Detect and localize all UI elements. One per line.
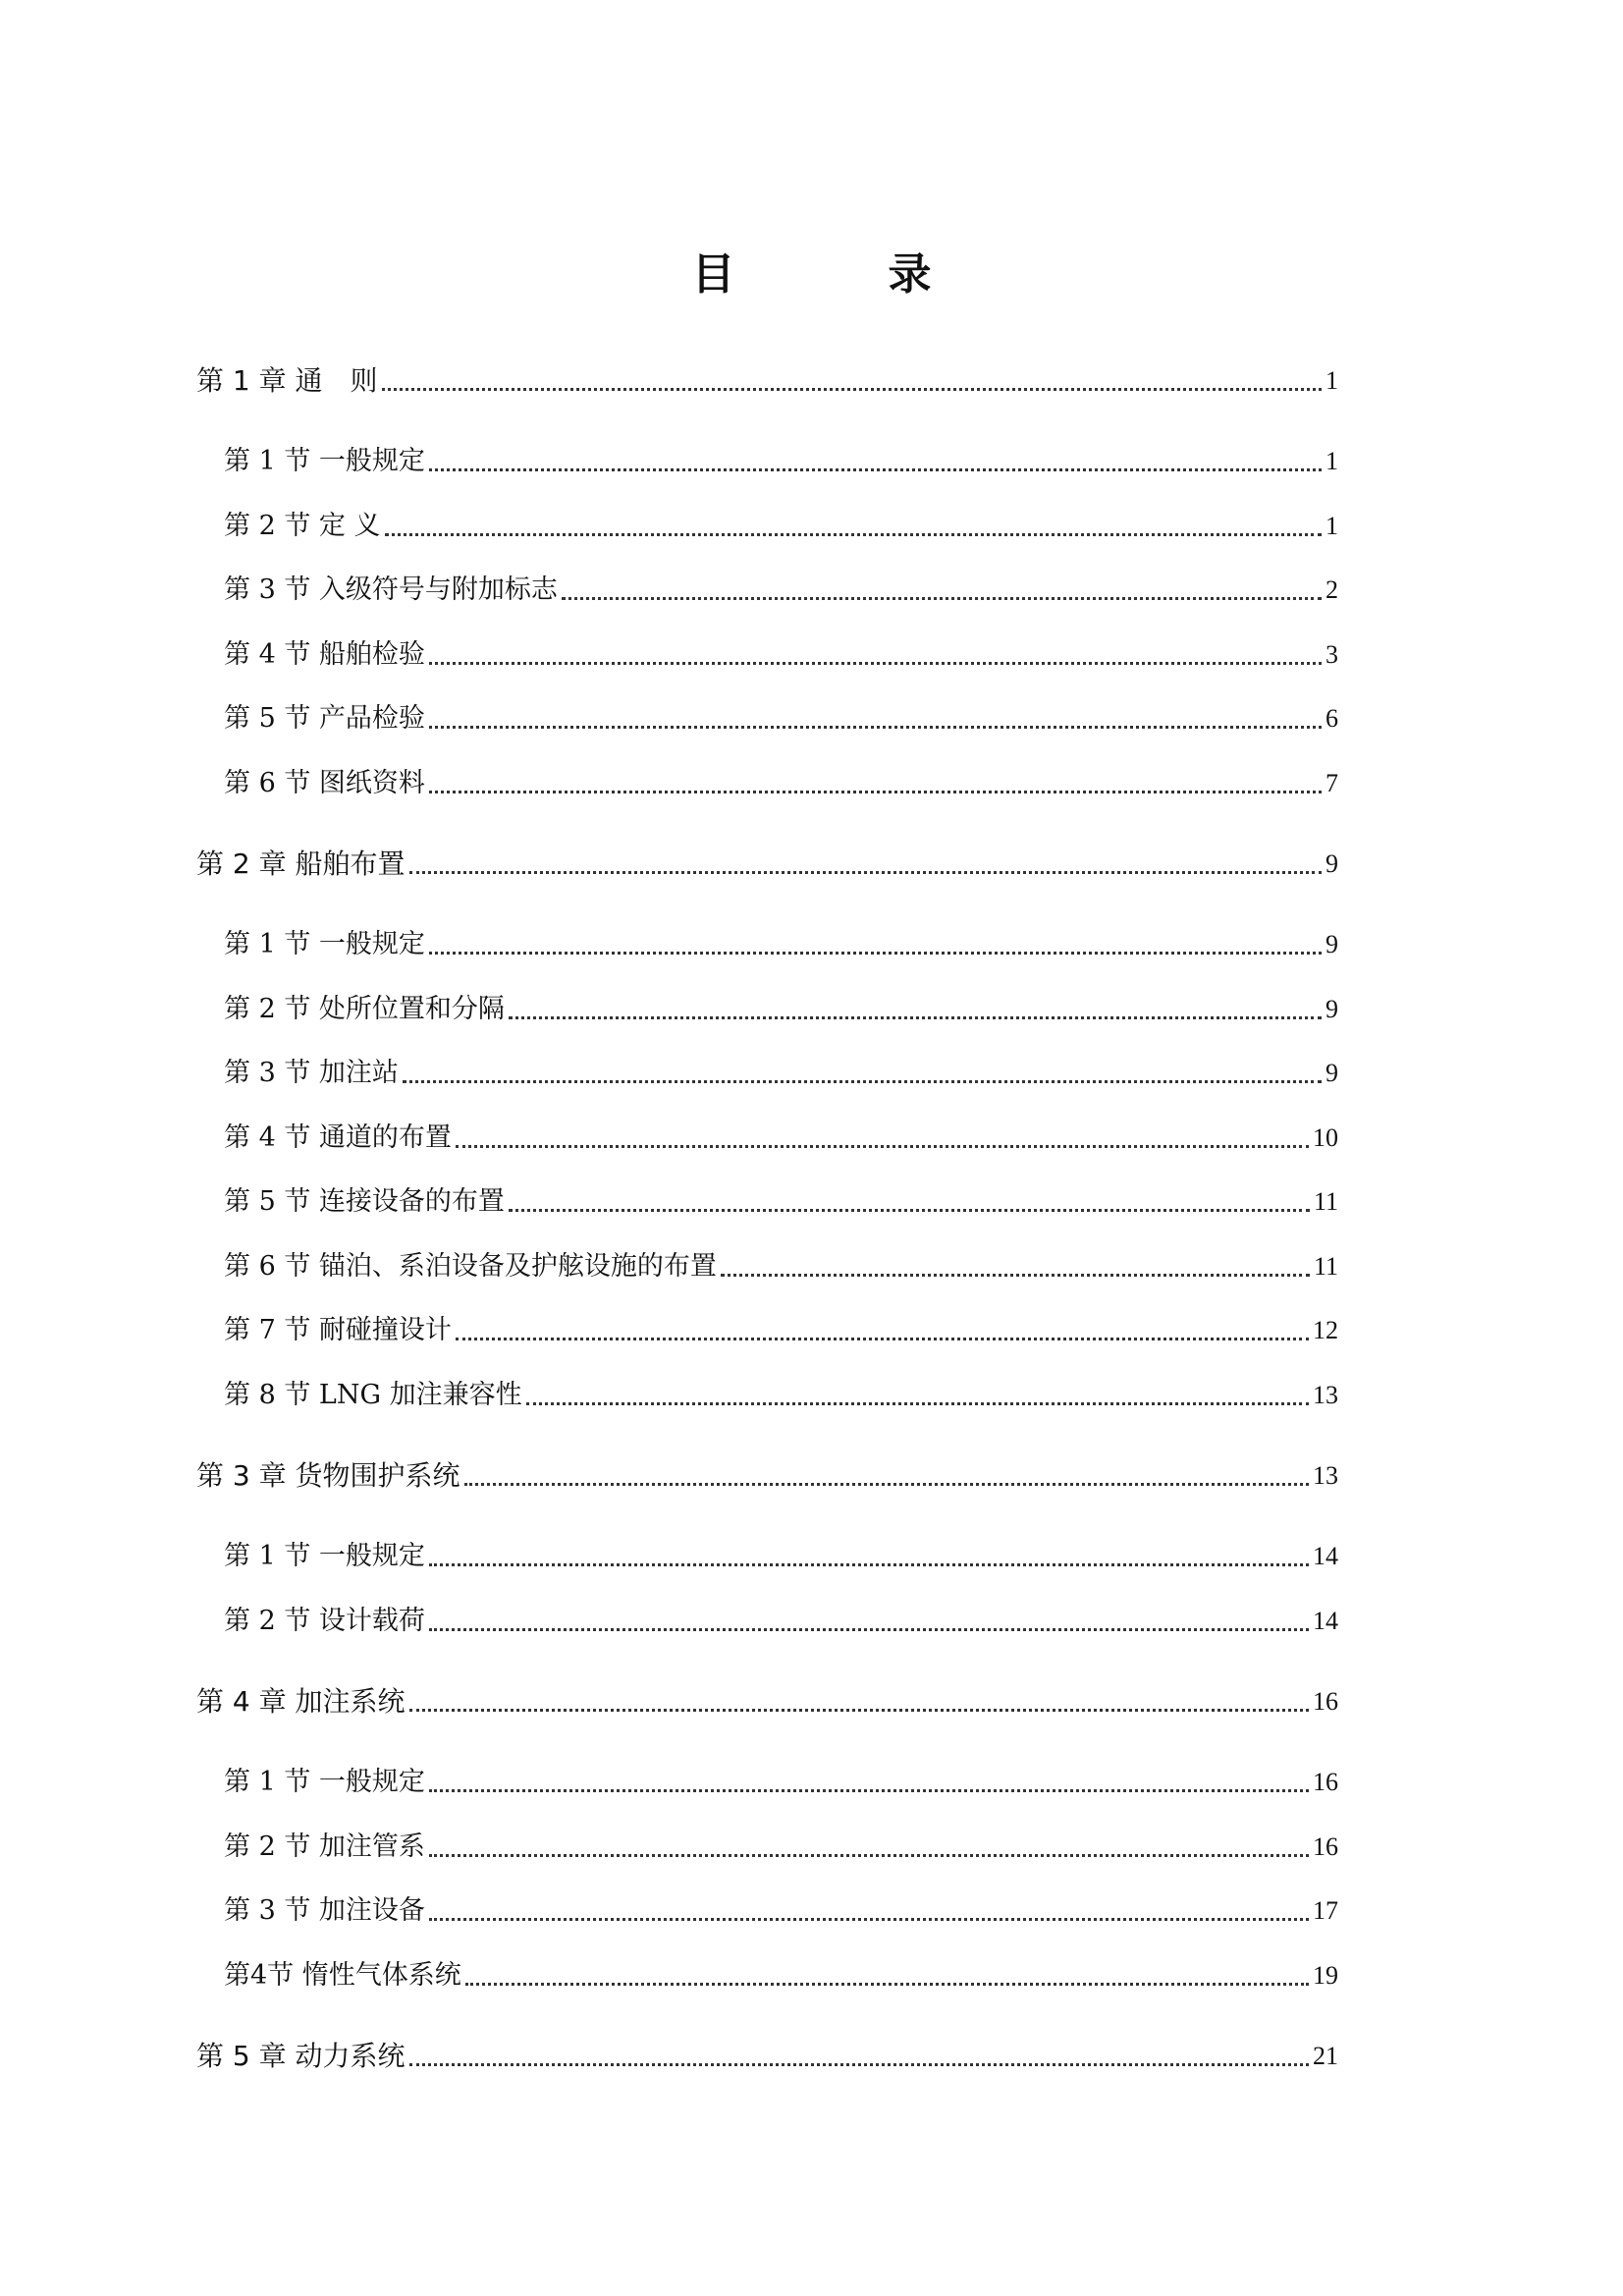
toc-page-number: 14 bbox=[1313, 1607, 1338, 1635]
toc-entry-label: 第 4 节 通道的布置 bbox=[224, 1122, 452, 1153]
toc-section-2-1[interactable] bbox=[224, 925, 1338, 964]
toc-page-number: 13 bbox=[1313, 1381, 1338, 1409]
toc-section-2-4[interactable] bbox=[224, 1119, 1338, 1158]
toc-entry-label: 第 1 节 一般规定 bbox=[224, 1541, 425, 1571]
dot-leader bbox=[721, 1247, 1310, 1286]
toc-section-3-2[interactable] bbox=[224, 1602, 1338, 1641]
toc-entry-label: 第 1 节 一般规定 bbox=[224, 446, 425, 476]
dot-leader bbox=[429, 1828, 1309, 1867]
dot-leader bbox=[429, 764, 1322, 803]
toc-chapter-5[interactable] bbox=[196, 2037, 1338, 2076]
toc-entry-label: 第 2 章 船舶布置 bbox=[196, 847, 406, 880]
dot-leader bbox=[403, 1054, 1322, 1093]
toc-entry-label: 第 6 节 图纸资料 bbox=[224, 768, 425, 798]
dot-leader bbox=[429, 635, 1322, 675]
dot-leader bbox=[456, 1311, 1309, 1350]
toc-section-2-5[interactable] bbox=[224, 1182, 1338, 1222]
toc-page-number: 9 bbox=[1325, 1059, 1338, 1087]
dot-leader bbox=[509, 990, 1322, 1029]
toc-entry-label: 第 2 节 加注管系 bbox=[224, 1831, 425, 1862]
toc-page-number: 9 bbox=[1325, 995, 1338, 1023]
toc-chapter-2[interactable] bbox=[196, 845, 1338, 884]
toc-entry-label: 第 3 节 入级符号与附加标志 bbox=[224, 574, 558, 605]
toc-section-4-3[interactable] bbox=[224, 1891, 1338, 1931]
toc-entry-label: 第 1 章 通 则 bbox=[196, 364, 378, 397]
toc-chapter-4[interactable] bbox=[196, 1682, 1338, 1722]
toc-entry-label: 第 6 节 锚泊、系泊设备及护舷设施的布置 bbox=[224, 1251, 717, 1282]
toc-section-1-2[interactable] bbox=[224, 507, 1338, 546]
dot-leader bbox=[409, 845, 1322, 884]
toc-page-number: 1 bbox=[1325, 447, 1338, 475]
toc-entry-label: 第 3 节 加注站 bbox=[224, 1058, 399, 1088]
toc-entry-label: 第4节 惰性气体系统 bbox=[224, 1960, 461, 1991]
toc-entry-label: 第 3 章 货物围护系统 bbox=[196, 1459, 460, 1492]
dot-leader bbox=[382, 361, 1322, 401]
toc-section-2-7[interactable] bbox=[224, 1311, 1338, 1350]
toc-section-1-5[interactable] bbox=[224, 699, 1338, 738]
dot-leader bbox=[526, 1376, 1309, 1415]
toc-section-2-2[interactable] bbox=[224, 990, 1338, 1029]
toc-page-number: 13 bbox=[1313, 1461, 1338, 1490]
dot-leader bbox=[562, 571, 1322, 610]
toc-section-4-2[interactable] bbox=[224, 1828, 1338, 1867]
toc-page-number: 14 bbox=[1313, 1542, 1338, 1570]
toc-entry-label: 第 2 节 定 义 bbox=[224, 511, 381, 541]
toc-page-number: 17 bbox=[1313, 1896, 1338, 1925]
toc-page-number: 16 bbox=[1313, 1687, 1338, 1716]
toc-page-number: 2 bbox=[1325, 575, 1338, 604]
dot-leader bbox=[509, 1182, 1310, 1222]
toc-entry-label: 第 5 节 连接设备的布置 bbox=[224, 1186, 505, 1217]
toc-page-number: 11 bbox=[1313, 1252, 1338, 1281]
toc-section-2-8[interactable] bbox=[224, 1376, 1338, 1415]
toc-section-4-1[interactable] bbox=[224, 1763, 1338, 1802]
toc-page-number: 6 bbox=[1325, 704, 1338, 733]
dot-leader bbox=[429, 1891, 1309, 1931]
toc-entry-label: 第 5 节 产品检验 bbox=[224, 703, 425, 734]
toc-section-2-6[interactable] bbox=[224, 1247, 1338, 1286]
toc-page-number: 1 bbox=[1325, 366, 1338, 395]
toc-page-number: 7 bbox=[1325, 769, 1338, 797]
page-title: 目 录 bbox=[691, 249, 987, 300]
dot-leader bbox=[429, 1537, 1309, 1576]
toc-entry-label: 第 1 节 一般规定 bbox=[224, 929, 425, 959]
dot-leader bbox=[409, 2037, 1309, 2076]
toc-page-number: 12 bbox=[1313, 1316, 1338, 1344]
toc-section-1-1[interactable] bbox=[224, 442, 1338, 481]
dot-leader bbox=[429, 699, 1322, 738]
toc-entry-label: 第 7 节 耐碰撞设计 bbox=[224, 1315, 452, 1345]
toc-page-number: 9 bbox=[1325, 849, 1338, 878]
toc-section-1-3[interactable] bbox=[224, 571, 1338, 610]
toc-section-2-3[interactable] bbox=[224, 1054, 1338, 1093]
toc-chapter-3[interactable] bbox=[196, 1456, 1338, 1496]
toc-page-number: 16 bbox=[1313, 1768, 1338, 1796]
toc-entry-label: 第 3 节 加注设备 bbox=[224, 1895, 425, 1926]
toc-section-1-6[interactable] bbox=[224, 764, 1338, 803]
toc-page-number: 11 bbox=[1313, 1187, 1338, 1216]
toc-entry-label: 第 2 节 设计载荷 bbox=[224, 1606, 425, 1636]
toc-page-number: 21 bbox=[1313, 2042, 1338, 2070]
toc-section-4-4[interactable] bbox=[224, 1956, 1338, 1995]
toc-page-number: 3 bbox=[1325, 640, 1338, 669]
toc-entry-label: 第 8 节 LNG 加注兼容性 bbox=[224, 1380, 522, 1410]
dot-leader bbox=[456, 1119, 1309, 1158]
dot-leader bbox=[409, 1682, 1309, 1722]
dot-leader bbox=[465, 1956, 1309, 1995]
toc-section-1-4[interactable] bbox=[224, 635, 1338, 675]
toc-page-number: 19 bbox=[1313, 1961, 1338, 1990]
toc-chapter-1[interactable] bbox=[196, 361, 1338, 401]
dot-leader bbox=[429, 1602, 1309, 1641]
dot-leader bbox=[429, 1763, 1309, 1802]
dot-leader bbox=[385, 507, 1322, 546]
toc-entry-label: 第 4 章 加注系统 bbox=[196, 1685, 406, 1718]
toc-entry-label: 第 4 节 船舶检验 bbox=[224, 639, 425, 670]
toc-section-3-1[interactable] bbox=[224, 1537, 1338, 1576]
dot-leader bbox=[464, 1456, 1309, 1496]
toc-page-number: 16 bbox=[1313, 1832, 1338, 1861]
toc-entry-label: 第 1 节 一般规定 bbox=[224, 1767, 425, 1797]
toc-page-number: 1 bbox=[1325, 512, 1338, 540]
toc-page-number: 10 bbox=[1313, 1123, 1338, 1152]
toc-entry-label: 第 5 章 动力系统 bbox=[196, 2040, 406, 2072]
dot-leader bbox=[429, 925, 1322, 964]
toc-entry-label: 第 2 节 处所位置和分隔 bbox=[224, 994, 505, 1024]
toc-page-number: 9 bbox=[1325, 930, 1338, 958]
dot-leader bbox=[429, 442, 1322, 481]
